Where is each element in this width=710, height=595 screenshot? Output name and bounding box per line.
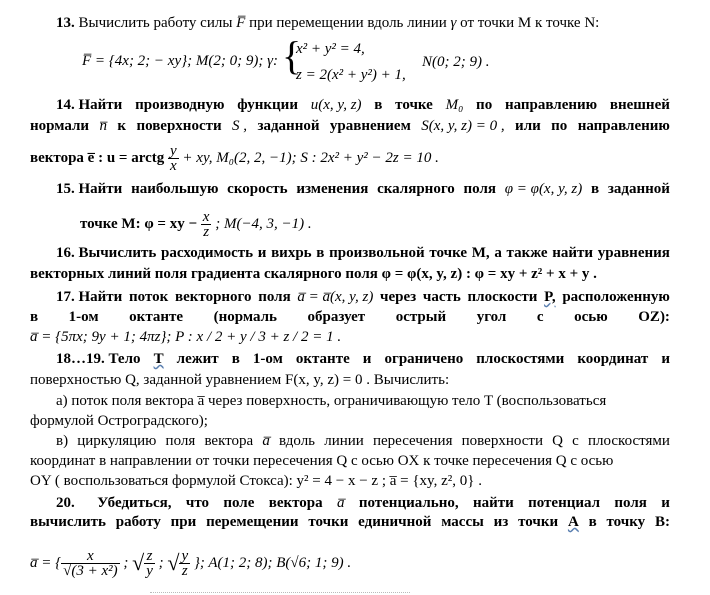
word: лежит: [176, 351, 219, 367]
word: по: [551, 118, 568, 134]
numerator: y: [170, 143, 177, 159]
problem-18-part-b-line-1: [30, 432, 670, 450]
problem-18-part-a-line-2: формулой Остроградского);: [30, 413, 208, 429]
word: M,: [471, 245, 490, 261]
word: изменения: [296, 181, 369, 197]
word: потенциал: [528, 495, 601, 511]
denominator: y: [146, 563, 153, 580]
problem-15-formula-a: точке M: φ = xy −: [80, 215, 198, 232]
word: или: [515, 118, 541, 134]
problem-14-number: 14.: [56, 97, 75, 113]
denominator: z: [203, 224, 210, 240]
fraction-y-over-z: [179, 549, 190, 578]
word: найти: [552, 245, 594, 261]
word: что: [185, 495, 209, 511]
word: при: [170, 514, 197, 530]
problem-13-text2: при перемещении вдоль линии: [249, 15, 447, 31]
problem-17-line-3: a̅ = {5πx; 9y + 1; 4πz}; P : x / 2 + y / 3 + z / 2 = 1 .: [30, 329, 342, 345]
word: поверхности: [461, 433, 543, 449]
numerator: z: [144, 549, 155, 564]
word: вычислить: [30, 514, 106, 530]
system-line-1: x² + y² = 4,: [296, 41, 365, 57]
point-A: A: [567, 514, 579, 530]
problem-13-text3: от точки M к точке N:: [460, 15, 600, 31]
word: единичной: [358, 514, 432, 530]
word: нормали: [30, 118, 90, 134]
word: и: [362, 351, 372, 367]
word: линии: [324, 433, 364, 449]
problem-18-line-1: [30, 350, 670, 368]
word: вектора: [268, 495, 323, 511]
word: потенциально,: [358, 495, 459, 511]
numerator: x: [202, 209, 210, 225]
word: образует: [307, 309, 366, 325]
word: и: [661, 495, 670, 511]
word: векторного: [175, 289, 252, 305]
word: координат: [577, 351, 649, 367]
word: OZ):: [638, 309, 670, 325]
word: октанте: [295, 351, 350, 367]
surface-S: S ,: [232, 118, 248, 134]
word: вихрь: [271, 245, 312, 261]
problem-18-part-a-line-1: а) поток поля вектора a̅ через поверхность, ограничивающую тело T (воспользоваться: [56, 393, 607, 409]
word: из: [493, 514, 509, 530]
separator: ;: [158, 555, 164, 571]
word: уравнения: [597, 245, 670, 261]
gamma-symbol: γ: [450, 15, 457, 31]
word: работу: [115, 514, 161, 530]
word: поля: [258, 289, 291, 305]
word: направлению: [504, 97, 598, 113]
denominator: √(3 + x²): [63, 563, 118, 580]
word: перемещении: [206, 514, 299, 530]
word: заданной: [257, 118, 320, 134]
word: также: [506, 245, 548, 261]
word: внешней: [609, 97, 670, 113]
word: массы: [441, 514, 484, 530]
problem-20-number: 20.: [56, 495, 75, 511]
word: в: [588, 514, 597, 530]
word: найти: [472, 495, 514, 511]
word: острый: [395, 309, 447, 325]
fraction-z-over-y: [144, 549, 155, 578]
word: циркуляцию: [77, 433, 157, 449]
word: точки: [308, 514, 349, 530]
word: расположенную: [562, 289, 670, 305]
word: в: [591, 181, 600, 197]
divider: [150, 592, 410, 593]
word: пересечения: [372, 433, 453, 449]
word: поверхности: [136, 118, 222, 134]
word: через: [380, 289, 417, 305]
word: уравнением: [329, 118, 411, 134]
word: поля: [614, 495, 647, 511]
word: производную: [135, 97, 225, 113]
word: плоскости: [467, 289, 538, 305]
word: а: [494, 245, 502, 261]
word: Найти: [78, 97, 123, 113]
problem-13-text: Вычислить работу силы: [78, 15, 233, 31]
word: 1-ом: [68, 309, 99, 325]
problem-18-part-b-line-3: OY ( воспользоваться формулой Стокса): y² = 4 − x − z ; a̅ = {xy, z², 0} .: [30, 473, 482, 489]
sqrt-sign: √: [132, 550, 145, 575]
problem-20-line-2: [30, 513, 670, 531]
word: заданной: [607, 181, 670, 197]
separator: ;: [123, 555, 129, 571]
problem-17-number: 17.: [56, 289, 75, 305]
word: плоскостями: [476, 351, 565, 367]
problem-13-formula: F̅ = {4x; 2; − xy}; M(2; 0; 9); γ:: [82, 53, 278, 69]
word: 1-ом: [252, 351, 283, 367]
system-brace: {: [282, 33, 302, 78]
problem-16-number: 16.: [56, 245, 75, 261]
fraction-y-over-x: [168, 144, 179, 173]
problem-14-formula-b: + xy, M₀(2, 2, −1); S : 2x² + y² − 2z = 10 .: [182, 149, 439, 166]
scalar-field: φ = φ(x, y, z): [504, 181, 583, 197]
problem-16-line-1: [30, 244, 670, 262]
word: с: [572, 433, 579, 449]
point-M0: M₀: [445, 97, 464, 113]
word: по: [476, 97, 493, 113]
fraction-x-over-z: [201, 210, 212, 239]
function-u: u(x, y, z): [310, 97, 362, 113]
problem-18-number: 18…19.: [56, 351, 105, 367]
word: Вычислить: [78, 245, 157, 261]
word: и: [661, 351, 670, 367]
word: ограничено: [384, 351, 464, 367]
fraction-x-over-root: [61, 549, 120, 578]
word: поле: [223, 495, 255, 511]
problem-14-line-2: [30, 117, 670, 135]
surface-equation: S(x, y, z) = 0 ,: [421, 118, 505, 134]
word: скорость: [227, 181, 288, 197]
word: B:: [654, 514, 670, 530]
vector-a: a̅: [336, 495, 345, 511]
problem-15-line-2: [80, 210, 312, 239]
formula-tail: }; A(1; 2; 8); B(√6; 1; 9) .: [193, 555, 352, 571]
word: в: [374, 97, 383, 113]
problem-18-part-b-line-2: координат в направлении от точки пересечения Q с осью OX к точке пересечения Q с осью: [30, 453, 614, 469]
word: часть: [422, 289, 461, 305]
problem-18-line-2: поверхностью Q, заданной уравнением F(x, y, z) = 0 . Вычислить:: [30, 372, 450, 388]
word: Убедиться,: [97, 495, 172, 511]
word: в): [56, 433, 69, 449]
sqrt-sign: √: [167, 550, 180, 575]
word: Найти: [78, 289, 123, 305]
word: поля: [463, 181, 496, 197]
vector-field-a: a̅ = a̅(x, y, z): [297, 289, 374, 305]
word: наибольшую: [131, 181, 219, 197]
denominator: z: [181, 563, 188, 580]
problem-17-line-2: [30, 308, 670, 326]
word: произвольной: [329, 245, 425, 261]
numerator: y: [181, 548, 189, 565]
word: плоскостями: [588, 433, 670, 449]
word: точку: [606, 514, 646, 530]
word: в: [231, 351, 240, 367]
word: в: [30, 309, 39, 325]
normal-n: n̅: [99, 118, 107, 134]
force-symbol: F̅: [236, 15, 246, 31]
word: поля: [165, 433, 196, 449]
word: к: [117, 118, 127, 134]
word: поток: [129, 289, 169, 305]
problem-14-line-3: [30, 144, 439, 173]
word: угол: [476, 309, 507, 325]
word: с: [536, 309, 544, 325]
problem-20-formula: [30, 543, 351, 583]
word: направлению: [577, 118, 670, 134]
problem-15-formula-b: ; M(−4, 3, −1) .: [215, 215, 312, 232]
word: вектора: [204, 433, 254, 449]
problem-16-line-2: векторных линий поля градиента скалярного поля φ = φ(x, y, z) : φ = xy + z² + x + y .: [30, 266, 597, 282]
word: октанте: [129, 309, 184, 325]
word: точке: [395, 97, 433, 113]
word: Q: [552, 433, 563, 449]
problem-14-line-1: [30, 96, 670, 114]
problem-15-number: 15.: [56, 181, 75, 197]
body-T: T: [153, 351, 164, 367]
formula-start: a̅ = {: [30, 555, 62, 571]
vector-a: a̅: [262, 433, 270, 449]
denominator: x: [170, 158, 177, 174]
word: Тело: [108, 351, 141, 367]
numerator: x: [61, 549, 120, 564]
problem-13-heading: [56, 14, 599, 32]
problem-20-line-1: [30, 494, 670, 512]
problem-17-line-1: [30, 288, 670, 306]
problem-15-line-1: [30, 180, 670, 198]
word: скалярного: [377, 181, 455, 197]
point-N: N(0; 2; 9) .: [422, 54, 490, 70]
word: расходимость: [161, 245, 254, 261]
system-line-2: z = 2(x² + y²) + 1,: [296, 67, 406, 83]
word: и: [257, 245, 267, 261]
word: осью: [574, 309, 608, 325]
word: функции: [237, 97, 298, 113]
word: вдоль: [279, 433, 316, 449]
word: точки: [518, 514, 559, 530]
word: в: [316, 245, 325, 261]
word: Найти: [78, 181, 123, 197]
problem-13-number: 13.: [56, 15, 75, 31]
word: точке: [429, 245, 468, 261]
problem-14-formula-a: вектора e̅ : u = arctg: [30, 149, 165, 166]
plane-P: P,: [544, 289, 556, 305]
word: (нормаль: [213, 309, 277, 325]
